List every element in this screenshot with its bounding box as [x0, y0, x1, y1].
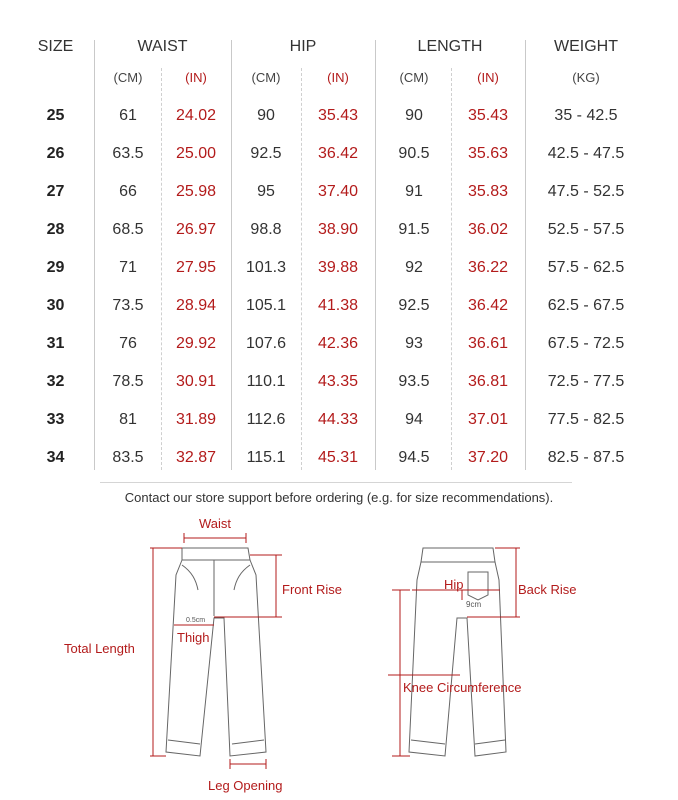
cell-hip-cm: 92.5 — [250, 145, 282, 162]
store-note: Contact our store support before ordering (e.g. for size recommendations). — [124, 490, 554, 505]
cell-hip-in: 35.43 — [317, 107, 359, 124]
cell-weight: 35 - 42.5 — [554, 107, 618, 124]
cell-waist-cm: 73.5 — [112, 297, 144, 314]
cell-waist-in: 30.91 — [175, 373, 217, 390]
cell-waist-in: 24.02 — [175, 107, 217, 124]
cell-hip-in: 42.36 — [317, 335, 359, 352]
cell-waist-in: 28.94 — [175, 297, 217, 314]
cell-len-in: 35.43 — [467, 107, 509, 124]
cell-waist-cm: 61 — [119, 107, 137, 124]
cell-len-cm: 93.5 — [398, 373, 430, 390]
cell-hip-in: 38.90 — [317, 221, 359, 238]
cell-hip-cm: 107.6 — [245, 335, 287, 352]
cell-size: 34 — [46, 449, 65, 466]
waist-label: Waist — [199, 516, 232, 531]
header-waist: WAIST — [137, 38, 188, 55]
cell-weight: 52.5 - 57.5 — [547, 221, 625, 238]
cell-waist-in: 32.87 — [175, 449, 217, 466]
cell-hip-in: 37.40 — [317, 183, 359, 200]
cell-hip-cm: 98.8 — [250, 221, 282, 238]
cell-len-cm: 93 — [405, 335, 423, 352]
unit-length-in: (IN) — [477, 70, 499, 85]
cell-hip-cm: 105.1 — [245, 297, 287, 314]
cell-len-in: 35.63 — [467, 145, 509, 162]
unit-weight-kg: (KG) — [572, 70, 600, 85]
cell-weight: 47.5 - 52.5 — [547, 183, 625, 200]
leg-opening-label: Leg Opening — [208, 778, 283, 793]
cell-weight: 77.5 - 82.5 — [547, 411, 625, 428]
cell-len-cm: 91 — [405, 183, 423, 200]
cell-hip-in: 44.33 — [317, 411, 359, 428]
front-pants-illustration — [166, 548, 266, 756]
cell-len-cm: 90 — [405, 107, 423, 124]
cell-len-cm: 94 — [405, 411, 423, 428]
thigh-offset-label: 0.5cm — [186, 617, 206, 624]
cell-hip-in: 43.35 — [317, 373, 359, 390]
cell-weight: 57.5 - 62.5 — [547, 259, 625, 276]
header-length: LENGTH — [417, 38, 483, 55]
cell-len-in: 36.22 — [467, 259, 509, 276]
cell-size: 25 — [46, 107, 65, 124]
cell-hip-cm: 112.6 — [246, 411, 286, 428]
cell-size: 27 — [46, 183, 65, 200]
cell-waist-in: 26.97 — [175, 221, 217, 238]
cell-waist-in: 25.98 — [175, 183, 217, 200]
total-length-label: Total Length — [64, 641, 135, 656]
cell-size: 32 — [46, 373, 65, 390]
cell-waist-cm: 83.5 — [112, 449, 144, 466]
header-size: SIZE — [37, 38, 74, 55]
knee-circumference-label: Knee Circumference — [403, 680, 522, 695]
cell-len-in: 36.81 — [467, 373, 509, 390]
cell-len-in: 35.83 — [467, 183, 509, 200]
cell-waist-cm: 78.5 — [112, 373, 144, 390]
cell-len-in: 37.20 — [467, 449, 509, 466]
cell-hip-cm: 95 — [257, 183, 275, 200]
cell-size: 28 — [46, 221, 65, 238]
cell-size: 26 — [46, 145, 65, 162]
cell-hip-cm: 90 — [257, 107, 275, 124]
header-weight: WEIGHT — [554, 38, 618, 55]
cell-waist-in: 27.95 — [175, 259, 217, 276]
cell-len-in: 37.01 — [467, 411, 509, 428]
cell-len-cm: 94.5 — [398, 449, 430, 466]
cell-waist-cm: 81 — [119, 411, 137, 428]
cell-weight: 42.5 - 47.5 — [547, 145, 625, 162]
cell-len-in: 36.61 — [467, 335, 509, 352]
front-rise-label: Front Rise — [282, 582, 342, 597]
cell-len-in: 36.02 — [467, 221, 509, 238]
cell-len-cm: 91.5 — [398, 221, 430, 238]
hip-label: Hip — [444, 577, 464, 592]
cell-hip-in: 36.42 — [317, 145, 359, 162]
cell-weight: 82.5 - 87.5 — [547, 449, 625, 466]
cell-len-in: 36.42 — [467, 297, 509, 314]
cell-weight: 62.5 - 67.5 — [547, 297, 625, 314]
thigh-label: Thigh — [177, 630, 210, 645]
unit-waist-cm: (CM) — [113, 70, 143, 85]
cell-waist-cm: 63.5 — [112, 145, 144, 162]
cell-waist-in: 29.92 — [175, 335, 217, 352]
cell-hip-cm: 101.3 — [245, 259, 287, 276]
cell-waist-cm: 76 — [119, 335, 137, 352]
cell-size: 31 — [46, 335, 65, 352]
cell-hip-cm: 110.1 — [246, 373, 286, 390]
cell-waist-cm: 68.5 — [112, 221, 144, 238]
measurement-lines — [150, 533, 520, 769]
cell-hip-in: 39.88 — [317, 259, 359, 276]
unit-length-cm: (CM) — [399, 70, 429, 85]
cell-hip-in: 41.38 — [317, 297, 359, 314]
cell-waist-cm: 66 — [119, 183, 137, 200]
unit-waist-in: (IN) — [185, 70, 207, 85]
cell-waist-in: 25.00 — [175, 145, 217, 162]
cell-len-cm: 92.5 — [398, 297, 430, 314]
hip-offset-label: 9cm — [466, 600, 482, 609]
header-hip: HIP — [289, 38, 317, 55]
cell-waist-cm: 71 — [119, 259, 137, 276]
cell-size: 30 — [46, 297, 65, 314]
cell-hip-in: 45.31 — [317, 449, 359, 466]
cell-hip-cm: 115.1 — [246, 449, 286, 466]
cell-size: 33 — [46, 411, 65, 428]
unit-hip-cm: (CM) — [251, 70, 281, 85]
cell-weight: 67.5 - 72.5 — [547, 335, 625, 352]
cell-len-cm: 90.5 — [398, 145, 430, 162]
cell-waist-in: 31.89 — [175, 411, 217, 428]
back-rise-label: Back Rise — [518, 582, 577, 597]
unit-hip-in: (IN) — [327, 70, 349, 85]
cell-len-cm: 92 — [405, 259, 423, 276]
cell-size: 29 — [46, 259, 65, 276]
cell-weight: 72.5 - 77.5 — [547, 373, 625, 390]
